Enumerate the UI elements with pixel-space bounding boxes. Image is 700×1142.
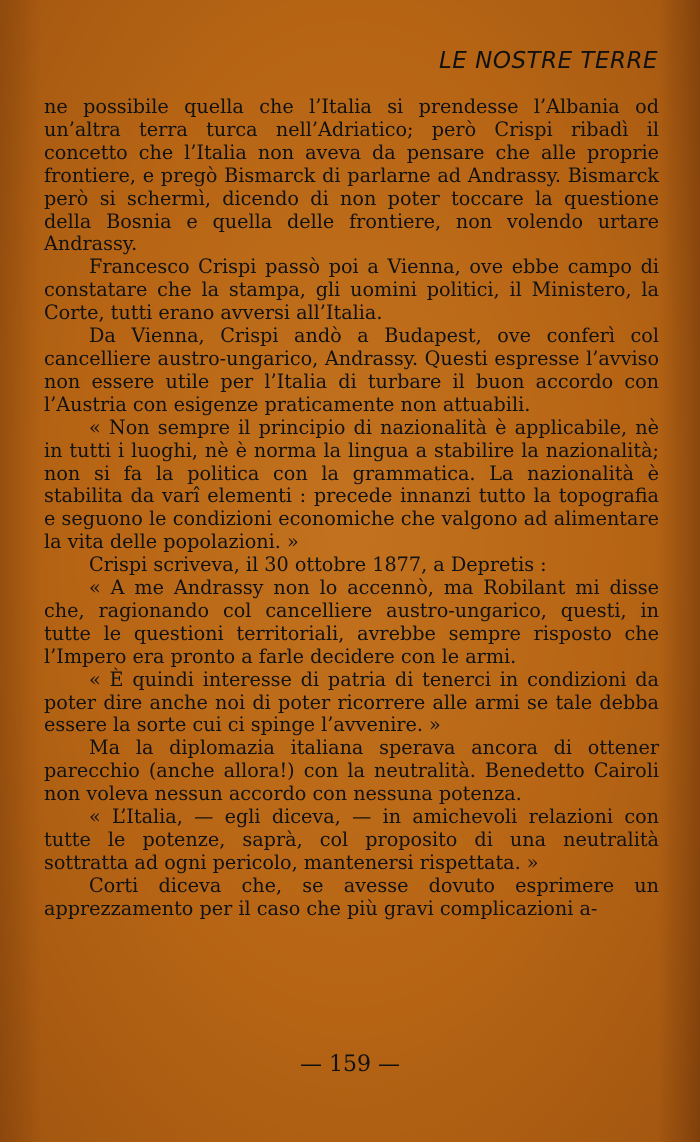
quote-paragraph: « Non sempre il principio di nazionalità è applicabile, nè in tutti i luoghi, nè è norma la lingua a stabilire la nazionalità; non si fa la politica con la grammatica. La nazionalità è stabilita da varî elementi : precede innanzi tutto la topografia e seguono le condizioni economiche che valgono ad alimentare la vita delle popolazioni. » [44, 415, 659, 554]
paragraph: Francesco Crispi passò poi a Vienna, ove ebbe campo di constatare che la stampa, gli uomini politici, il Ministero, la Corte, tutti erano avversi all’Italia. [44, 255, 659, 325]
quote-paragraph: « L’Italia, — egli diceva, — in amichevoli relazioni con tutte le potenze, saprà, col proposito di una neutralità sottratta ad ogni pericolo, mantenersi rispettata. » [44, 805, 659, 874]
paragraph: ne possibile quella che l’Italia si prendesse l’Albania od un’altra terra turca nell’Adriatico; però Crispi ribadì il concetto che l’Italia non aveva da pensare che alle proprie frontiere, e pregò Bismarck di parlarne ad Andrassy. Bismarck però si schermì, dicendo di non poter toccare la questione della Bosnia e quella delle frontiere, non volendo urtare Andrassy. [44, 95, 659, 256]
body-text [44, 96, 659, 921]
paragraph: Ma la diplomazia italiana sperava ancora di ottener parecchio (anche allora!) con la neutralità. Benedetto Cairoli non voleva nessun accordo con nessuna potenza. [44, 736, 659, 806]
page-number: — 159 — [300, 1052, 400, 1077]
paragraph: Corti diceva che, se avesse dovuto esprimere un apprezzamento per il caso che più gravi complicazioni a- [44, 873, 659, 920]
running-head: LE NOSTRE TERRE [438, 48, 658, 74]
quote-paragraph: « È quindi interesse di patria di tenerci in condizioni da poter dire anche noi di poter ricorrere alle armi se tale debba essere la sorte cui ci spinge l’avvenire. » [44, 667, 659, 737]
paragraph: Da Vienna, Crispi andò a Budapest, ove conferì col cancelliere austro-ungarico, Andrassy. Questi espresse l’avviso non essere utile per l’Italia di turbare il buon accordo con l’Austria con esigenze praticamente non attuabili. [44, 324, 659, 416]
quote-paragraph: « A me Andrassy non lo accennò, ma Robilant mi disse che, ragionando col cancelliere austro-ungarico, questi, in tutte le questioni territoriali, avrebbe sempre risposto che l’Impero era pronto a farle decidere con le armi. [44, 576, 659, 668]
paragraph: Crispi scriveva, il 30 ottobre 1877, a Depretis : [89, 553, 547, 577]
